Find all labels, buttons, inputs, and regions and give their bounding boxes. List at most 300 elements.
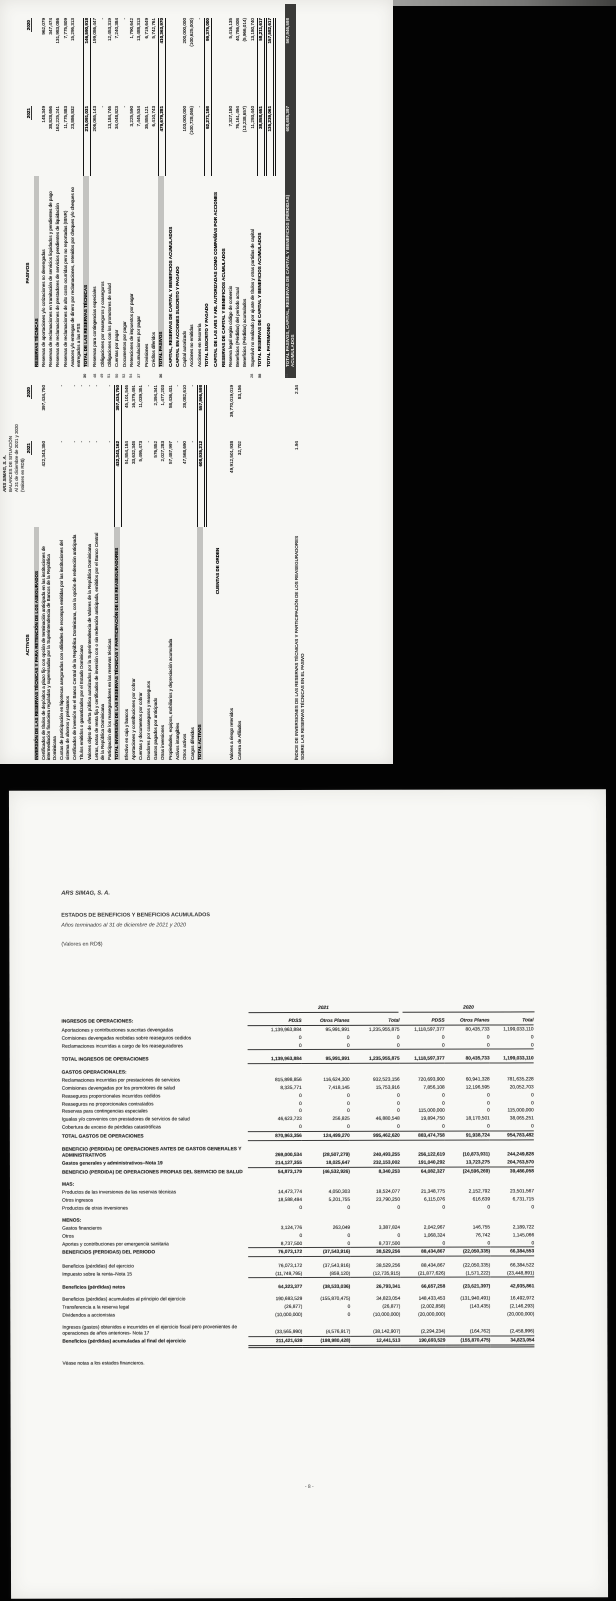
page-number: - 8 - — [304, 1483, 314, 1491]
income-value: 0 — [531, 1093, 534, 1099]
balance-row — [197, 382, 207, 760]
income-value: 870,963,356 — [248, 1134, 302, 1141]
income-row-label: Productos de otras inversiones — [62, 1206, 128, 1212]
income-value: 148,433,453 — [418, 1296, 446, 1303]
line-code — [144, 367, 145, 378]
balance-value-2020: - — [72, 385, 78, 387]
balance-value-2021: 47,568,690 — [182, 441, 188, 464]
balance-value-2020: - — [174, 385, 180, 387]
balance-row — [197, 4, 203, 378]
balance-value-2020: 2,394,341 — [152, 385, 158, 406]
balance-row-label: Acciones no emitidas — [189, 324, 195, 367]
income-value: 88,434,867 — [421, 1263, 446, 1269]
income-value: 91,938,724 — [445, 1133, 490, 1140]
balance-row-label: TOTAL INVERSIÓN DE LAS RESERVAS TÉCNICAS Y PARTICIPACIÓN DE LOS REASEGURADORES — [114, 527, 120, 760]
balance-value-2021: 51,854,184 — [123, 441, 129, 464]
year-2021-label: 2021 — [26, 443, 31, 454]
line-code — [55, 367, 56, 378]
statement-title: ESTADOS DE BENEFICIOS Y BENEFICIOS ACUMULADOS — [61, 911, 210, 919]
balance-value-2020: 557,966,598 — [197, 385, 207, 441]
balance-value-2020: 7,240,384 — [114, 18, 120, 39]
balance-value-2021: 103,000,000 — [182, 106, 187, 132]
balance-row-label: Certificados de inversión en el Banco Central de la República Dominicana, con la opción de redención anticipada — [72, 534, 78, 760]
income-value: (22,050,335) — [462, 1263, 491, 1269]
income-value: 64,323,377 — [278, 1284, 303, 1291]
income-value: 0 — [302, 1125, 350, 1132]
income-value: 1,235,955,875 — [350, 1057, 400, 1064]
line-code — [204, 367, 205, 378]
year-2020-label: 2020 — [26, 387, 31, 398]
income-value: 0 — [400, 1125, 445, 1132]
income-value: 0 — [490, 1125, 534, 1132]
statement-values-note: (Valores en RD$) — [20, 458, 26, 492]
balance-row — [160, 382, 166, 760]
income-value: 0 — [347, 1305, 351, 1311]
balance-row-label: Aportaciones y contribuciones por cobrar — [130, 678, 136, 760]
income-value: 0 — [442, 1101, 445, 1107]
income-value: 1,139,963,884 — [248, 1057, 302, 1064]
balance-row-label: Créditos diferidos — [150, 331, 156, 367]
income-value: 7,856,108 — [423, 1085, 445, 1091]
balance-value-2020: - — [94, 385, 100, 387]
balance-value-2020: - — [121, 18, 127, 20]
income-value: 146,755 — [472, 1225, 491, 1231]
balance-row — [278, 4, 285, 378]
income-row-label: Comisiones devengadas recibidas sobre reaseguros cedidos — [61, 1035, 192, 1042]
balance-value-2020: - — [59, 385, 65, 387]
balance-row — [41, 382, 58, 760]
line-code — [151, 367, 152, 378]
balance-value-2020: 58,211,617 — [257, 18, 265, 106]
activos-title: ACTIVOS — [26, 634, 31, 656]
income-value: 0 — [302, 1043, 350, 1050]
income-value: (2,294,234) — [400, 1330, 445, 1337]
balance-value-2021: 206,065,143 — [92, 106, 98, 132]
balance-row — [190, 382, 196, 760]
income-row-label: Beneficios (pérdidas) acumuladas al final del ejercicio — [62, 1339, 186, 1345]
income-row-label: Reservas para contingencias especiales — [61, 1109, 148, 1116]
income-value: 0 — [396, 1035, 400, 1041]
income-row-label: TOTAL GASTOS DE OPERACIONES — [61, 1134, 144, 1140]
income-value: 6,115,076 — [424, 1197, 446, 1203]
income-row-label: Igualas y/o convenios con prestadores de servicios de salud — [61, 1117, 190, 1123]
activos-header-row — [26, 382, 32, 760]
income-value: 0 — [400, 1241, 445, 1248]
balance-value-2020: - — [196, 18, 202, 20]
income-row-label: Beneficios (pérdidas) del ejercicio — [62, 1264, 134, 1270]
col-header-otros-planes: Otros Planes — [445, 1019, 490, 1026]
income-value: 3,124,776 — [280, 1225, 303, 1231]
balance-value-2020: 199,086,447 — [92, 18, 98, 44]
balance-value-2020: - — [145, 385, 151, 387]
line-code: 28 — [249, 373, 255, 378]
income-value: 0 — [347, 1093, 350, 1099]
income-value: 18,524,077 — [375, 1189, 401, 1195]
balance-row-label: Obligaciones con los promotores de salud — [106, 283, 112, 367]
balance-value-2021: - — [59, 441, 65, 443]
balance-row — [213, 4, 219, 378]
income-row — [62, 1337, 542, 1349]
income-value: 1,139,963,884 — [270, 1027, 302, 1033]
income-value: 0 — [397, 1205, 401, 1211]
income-value: (22,050,335) — [445, 1250, 490, 1257]
income-value: (155,870,475) — [445, 1339, 490, 1348]
balance-value-2021: - — [86, 441, 92, 443]
balance-row — [189, 4, 195, 378]
balance-row-label: Cuentas y documentos por cobrar — [138, 692, 144, 760]
line-code — [235, 367, 236, 378]
income-row-label: Aportes y contribuciones por emergencia sanitaria — [62, 1241, 169, 1248]
balance-value-2021: 608,935,212 — [197, 441, 207, 527]
balance-row-label: Documentos por pagar — [121, 321, 127, 367]
income-value: 80,435,733 — [465, 1027, 490, 1033]
income-row-label: GASTOS OPERACIONALES: — [61, 1070, 127, 1076]
income-value: 23,790,250 — [375, 1197, 401, 1203]
balance-value-2020: 99,375,000 — [204, 18, 212, 106]
income-table — [62, 1005, 543, 1367]
balance-value-2021: - — [121, 106, 127, 108]
income-row-label: Impuesto sobre la renta–Nota 15 — [62, 1272, 133, 1278]
income-value: 616,639 — [472, 1197, 491, 1203]
balance-row — [215, 382, 221, 760]
balance-row-label: CAPITAL, RESERVAS DE CAPITAL Y BENEFICIOS ACUMULADOS — [167, 226, 173, 367]
balance-value-2020: 39,770,019,019 — [229, 385, 235, 417]
income-value: 0 — [442, 1205, 446, 1211]
balance-row — [129, 4, 135, 378]
income-value: (10,873,931) — [462, 1152, 490, 1158]
line-code — [41, 367, 42, 378]
year-2021-label: 2021 — [26, 108, 31, 119]
balance-row — [182, 382, 188, 760]
income-row-label: Productos de las inversiones de las reservas técnicas — [61, 1190, 177, 1196]
income-value: 0 — [347, 1312, 351, 1318]
income-value: 76,073,172 — [248, 1250, 302, 1257]
line-code — [189, 367, 190, 378]
income-value: 13,723,275 — [445, 1161, 490, 1168]
income-value: 0 — [248, 1125, 302, 1132]
income-value: 0 — [445, 1241, 490, 1248]
balance-row-label: CAPITAL EN ACCIONES SUSCRITO Y PAGADO — [174, 266, 180, 367]
balance-row — [266, 4, 276, 378]
line-code — [48, 367, 49, 378]
income-value: 14,473,774 — [277, 1190, 303, 1196]
income-value: 0 — [530, 1035, 534, 1041]
balance-value-2021: 162,225,241 — [55, 106, 61, 132]
line-code: 37 — [135, 373, 141, 378]
line-code — [197, 367, 198, 378]
balance-value-2021: 215,091,031 — [83, 106, 91, 176]
balance-row — [294, 382, 305, 760]
balance-value-2020: 567,946,598 — [284, 18, 290, 44]
balance-row — [229, 382, 235, 760]
income-value: 0 — [487, 1101, 490, 1107]
income-value: 1,068,324 — [423, 1233, 446, 1239]
income-value: (164,762) — [445, 1330, 490, 1337]
income-value: 0 — [486, 1035, 490, 1041]
income-row-label: BENEFICIOS (PERDIDAS) DEL PERIODO — [62, 1250, 156, 1257]
income-value: 0 — [347, 1205, 351, 1211]
income-value: 8,340,253 — [378, 1169, 400, 1175]
balance-row-label: Acciones en tesorería — [196, 323, 202, 367]
income-value: 38,065,251 — [509, 1116, 534, 1122]
line-code: 54 — [128, 373, 134, 378]
income-value: 7,418,145 — [328, 1085, 350, 1091]
balance-row — [34, 382, 40, 760]
income-value: 116,624,300 — [323, 1077, 350, 1084]
income-value: 18,588,494 — [277, 1197, 303, 1203]
income-value: (26,877) — [382, 1304, 401, 1310]
balance-value-2021: 2,027,283 — [160, 441, 166, 462]
balance-row-label: TOTAL DE LAS RESERVAS TÉCNICAS — [83, 176, 89, 367]
income-value: 0 — [397, 1233, 401, 1239]
balance-row — [168, 382, 174, 760]
income-value: (143,435) — [469, 1304, 491, 1310]
balance-row — [72, 382, 78, 760]
income-value: 34,823,054 — [376, 1297, 401, 1303]
balance-value-2021: 422,343,350 — [40, 441, 46, 467]
income-value: 0 — [490, 1043, 534, 1050]
line-code: 30 — [82, 373, 88, 378]
balance-value-2021: 33,632,348 — [130, 441, 136, 464]
income-value: 883,474,758 — [400, 1134, 445, 1141]
income-value: 1,118,597,377 — [414, 1027, 445, 1033]
income-value: 8,737,500 — [350, 1241, 400, 1248]
balance-row-label: Valores objeto de oferta pública autorizados por la Superintendencia de Valores de la República Dominicana — [86, 544, 92, 760]
balance-value-2021: (13,238,657) — [242, 106, 248, 133]
income-row-label: Ingresos (gastos) obtenidos e incurridos en el ejercicio fiscal pero provenientes de operaciones de años anteriores- Nota 17 — [62, 1325, 238, 1337]
income-value: 95,991,991 — [325, 1027, 350, 1033]
income-value: 42,935,861 — [510, 1284, 535, 1290]
income-value: (33,565,990) — [248, 1330, 302, 1337]
balance-value-2021: 7,445,534 — [136, 106, 142, 127]
income-value: 20,052,703 — [509, 1085, 534, 1091]
pasivos-header-row — [26, 4, 32, 378]
income-value: 12,196,595 — [465, 1085, 490, 1091]
balance-row — [222, 382, 229, 760]
income-value: 2,152,792 — [468, 1189, 491, 1195]
line-code: 51 — [106, 373, 112, 378]
line-code — [221, 367, 222, 378]
balance-row-label: Letras, notas de renta fija y certificados de inversión con o sin redención anticipada, emitidos por el Banco Central de la República Dominicana — [94, 532, 105, 760]
income-value: 66,384,522 — [510, 1263, 535, 1269]
balance-row — [48, 4, 54, 378]
income-value: 0 — [299, 1093, 302, 1099]
balance-row — [41, 4, 47, 378]
line-code — [175, 367, 176, 378]
income-row — [62, 1146, 542, 1161]
income-value: 1,145,066 — [512, 1233, 535, 1239]
income-value: (37,543,916) — [322, 1263, 351, 1269]
income-value: 211,421,639 — [248, 1339, 302, 1348]
balance-value-2021: 32,702 — [236, 441, 242, 456]
balance-value-2021: 11,293,440 — [249, 106, 255, 129]
balance-row-label: Superávit no realizado por ajuste de títulos y otras partidas de capital — [249, 229, 255, 367]
income-value: (26,877) — [284, 1305, 303, 1311]
balance-value-2021: 57,487,997 — [167, 441, 173, 464]
income-value: 64,082,327 — [420, 1169, 445, 1175]
income-value: (28,507,279) — [322, 1153, 350, 1159]
income-value: 0 — [397, 1109, 400, 1115]
line-code — [63, 367, 64, 378]
balance-value-2020: 157,582,617 — [266, 18, 276, 106]
line-code — [70, 367, 71, 378]
income-row-label: Reclamaciones incurridas por prestaciones de servicios — [61, 1078, 181, 1084]
balance-row — [136, 4, 142, 378]
col-header-pdss: PDSS — [248, 1019, 302, 1026]
income-value: 0 — [445, 1125, 490, 1132]
income-value: (24,596,269) — [462, 1169, 490, 1175]
balance-row-label: CAPITAL DE LAS ARS Y ARL AUTORIZADAS COMO COMPAÑÍAS POR ACCIONES — [213, 191, 219, 367]
balance-value-2020: 83,156 — [236, 385, 242, 400]
balance-value-2020: - — [106, 385, 112, 387]
balance-row — [237, 382, 243, 760]
income-value: 0 — [350, 1125, 400, 1132]
income-value: (10,000,000) — [275, 1313, 303, 1319]
balance-row — [63, 4, 69, 378]
line-code: 36 — [157, 373, 163, 378]
income-value: 0 — [531, 1205, 535, 1211]
balance-row — [158, 4, 166, 378]
income-value: 204,763,570 — [490, 1160, 534, 1167]
income-value: 240,493,255 — [373, 1152, 400, 1158]
balance-row — [175, 382, 181, 760]
balance-value-2020: 58,436,431 — [167, 385, 173, 408]
balance-value-2020: 397,434,750 — [40, 385, 46, 411]
income-value: 0 — [442, 1093, 445, 1099]
line-code — [242, 367, 243, 378]
income-value: (131,940,491) — [460, 1296, 491, 1302]
income-value: 12,441,513 — [350, 1339, 400, 1348]
income-value: 190,693,529 — [275, 1297, 303, 1303]
income-value: 4,050,303 — [328, 1189, 351, 1195]
balance-row — [59, 382, 70, 760]
balance-value-2021: - — [94, 441, 100, 443]
income-value: (37,543,916) — [302, 1250, 350, 1257]
col-header-pdss: PDSS — [400, 1019, 445, 1026]
income-value: 66,657,258 — [421, 1284, 446, 1290]
balance-row-label: Participación de los reaseguradores en las reservas técnicas — [106, 638, 112, 760]
income-value: (11,749,795) — [248, 1272, 302, 1279]
income-row-label: Reaseguros proporcionales incurridos cedidos — [61, 1094, 161, 1100]
financial-statements-note: Véase notas a los estados financieros. — [62, 1361, 145, 1367]
balance-value-2021: 135,239,061 — [266, 106, 276, 176]
income-row-label: Transferencia a la reserva legal — [62, 1305, 130, 1311]
income-value: (198,980,428) — [302, 1339, 350, 1348]
income-value: 2,042,967 — [423, 1225, 446, 1231]
balance-row-label: Cuotas de participación en hipotecas aseguradas con utilidades de recompra emitidas por las instituciones del sistema de ahorros y préstamos — [59, 540, 70, 760]
balance-row-label: Provisiones — [143, 343, 149, 367]
balance-row-label: Reservas de reclamaciones en tramitación de servicios liquidados y pendientes de pago — [48, 191, 54, 367]
balance-row — [257, 4, 265, 378]
balance-row-label: TOTAL ACTIVOS — [197, 527, 203, 760]
income-value: 54,873,179 — [277, 1169, 302, 1175]
income-value: 2,189,722 — [512, 1225, 535, 1231]
balance-row — [131, 382, 137, 760]
line-code — [266, 367, 267, 378]
income-value: (23,448,891) — [490, 1271, 534, 1278]
balance-value-2020: 962,079 — [40, 18, 46, 35]
income-value: 26,793,341 — [376, 1284, 401, 1290]
balance-section-title: CUENTAS DE ORDEN — [215, 547, 221, 595]
income-value: (2,146,293) — [509, 1304, 535, 1310]
balance-value-2021: 479,679,281 — [158, 106, 166, 176]
income-value: 214,127,355 — [248, 1161, 302, 1168]
balance-value-2021: 608,685,397 — [284, 106, 290, 132]
balance-row-label: Activos intangibles — [174, 722, 180, 760]
income-value: 0 — [299, 1101, 302, 1107]
balance-value-2020: 1,790,642 — [128, 18, 134, 39]
income-value: 0 — [347, 1109, 350, 1115]
income-row-label: MAS: — [61, 1182, 75, 1188]
column-year — [26, 106, 32, 176]
income-value: (10,000,000) — [373, 1312, 401, 1318]
income-value: 5,201,755 — [328, 1197, 351, 1203]
balance-row — [204, 4, 212, 378]
income-value: 76,742 — [475, 1233, 491, 1239]
balance-value-2021: 6,410,743 — [150, 106, 156, 127]
balance-value-2020: 11,039,351 — [138, 385, 144, 408]
balance-row-label: Reserva legal según código de comercio — [227, 285, 233, 367]
pasivos-section — [26, 4, 298, 378]
balance-row — [285, 4, 296, 378]
balance-value-2020: - — [99, 18, 105, 20]
balance-row — [92, 4, 98, 378]
line-code — [168, 367, 169, 378]
balance-value-2020: 7,775,809 — [62, 18, 68, 39]
income-value: (4,576,917) — [302, 1330, 350, 1337]
balance-row-label: Cargos diferidos — [189, 727, 195, 760]
balance-row-label: Reservas de reclamaciones de alto costo ocurridas pero no reportadas (IBNR) — [62, 210, 68, 367]
balance-row-label: ÍNDICE DE INVERSIONES DE LAS RESERVAS TÉCNICAS Y PARTICIPACIÓN DE LOS REASEGURADORES SOBRE LAS RESERVAS TÉCNICAS EN EL PASIVO — [294, 535, 306, 760]
line-code: 34 — [284, 373, 290, 378]
statement-title: BALANCES DE SITUACIÓN — [8, 436, 14, 492]
balance-row-label: TOTAL RESERVAS DE CAPITAL Y BENEFICIOS ACUMULADOS — [257, 232, 263, 367]
year-group-headers — [62, 1005, 542, 1018]
line-code — [34, 367, 35, 378]
balance-value-2020: 5,416,135 — [227, 18, 233, 39]
income-row-label: Gastos generales y administrativos–Nota 19 — [61, 1161, 163, 1167]
column-year — [26, 385, 32, 441]
balance-value-2020: 16,379,491 — [130, 385, 136, 408]
balance-row-label: Beneficios (Pérdidas) del período actual — [235, 287, 241, 367]
balance-row — [70, 4, 81, 378]
balance-value-2021: - — [79, 441, 85, 443]
income-value: (21,877,626) — [400, 1271, 445, 1278]
balance-row-label: Reservas de aportaciones y/o cotizaciones no devengadas — [40, 249, 46, 367]
income-row-label: Cobertura de exceso de pérdidas catastróficas — [61, 1125, 162, 1131]
balance-value-2021: 38,858,651 — [257, 106, 265, 176]
balance-value-2021: 92,271,198 — [204, 106, 212, 176]
income-value: 269,000,534 — [275, 1153, 302, 1159]
income-row-label: Otros ingresos — [62, 1198, 94, 1204]
income-value: 232,153,002 — [350, 1161, 400, 1168]
balance-row — [153, 382, 159, 760]
balance-value-2021: 38,828,656 — [48, 106, 54, 129]
balance-value-2021: 13,184,746 — [106, 106, 112, 129]
balance-value-2020: 410,363,970 — [158, 18, 166, 106]
balance-row-label: Valores a riesgo retenidos — [229, 708, 235, 760]
income-value: 34,823,054 — [490, 1338, 534, 1347]
balance-value-2021: 1.94 — [294, 441, 300, 450]
balance-value-2021: (100,728,065) — [189, 106, 195, 135]
balance-row — [146, 382, 152, 760]
income-value: 0 — [445, 1043, 490, 1050]
income-value: (38,533,036) — [323, 1284, 351, 1290]
income-row-label: Reaseguros no proporcionales contratados — [61, 1101, 154, 1108]
line-code — [182, 367, 183, 378]
income-value: 124,499,270 — [302, 1134, 350, 1141]
income-value: 3,387,824 — [378, 1225, 401, 1231]
